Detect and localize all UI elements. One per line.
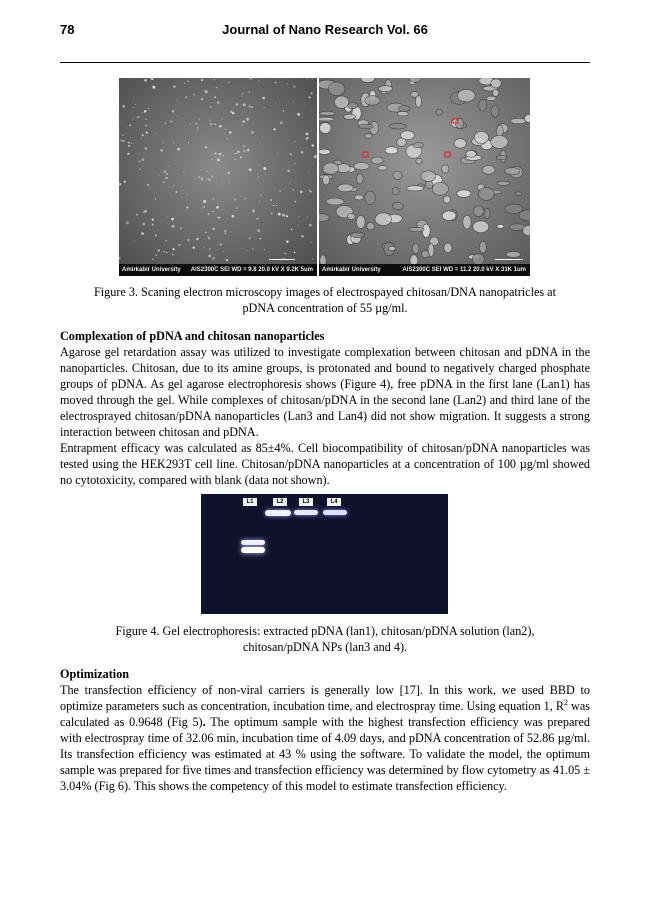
sem-info-bar-right xyxy=(319,264,530,276)
gel-band-lane4-well xyxy=(323,510,347,515)
page-header xyxy=(60,22,590,44)
sem-label-right: Amirkabir University xyxy=(322,267,381,273)
opt-text-a: The transfection efficiency of non-viral carriers is generally low [17]. In this work, we used BBD to optimize parameters such as concentration, incubation time, and electrospray time. Using equation 1, R xyxy=(60,683,590,713)
scale-bar-left xyxy=(269,259,295,260)
paragraph-complexation: Agarose gel retardation assay was utilized to investigate complexation between chitosan and pDNA in the nanoparticles. Chitosan, due to its amine groups, is protonated and bound to negatively charged phosphate groups of pDNA. As gel agarose electrophoresis shows (Figure 4), free pDNA in the first lane (Lan1) has moved through the gel. While complexes of chitosan/pDNA in the second lane (Lan2) and third lane of the electrosprayed chitosan/pDNA nanoparticles (Lan3 and Lan4) did not show migration. It suggests a strong interaction between chitosan and pDNA. xyxy=(60,345,590,439)
lane-label-1: L1 xyxy=(243,498,257,506)
gel-band-lane1-upper xyxy=(241,540,265,545)
figure4-caption-line2: chitosan/pDNA NPs (lan3 and 4). xyxy=(242,640,408,654)
sem-micrograph-left xyxy=(119,78,317,276)
figure3-caption xyxy=(60,284,590,316)
lane-label-4: L4 xyxy=(327,498,341,506)
section-heading-optimization: Optimization xyxy=(60,667,130,681)
figure4-caption xyxy=(60,623,590,655)
sem-label-left: Amirkabir University xyxy=(122,267,181,273)
opt-text-b: was calculated as 0.9648 (Fig 5) xyxy=(60,699,590,729)
section-heading-complexation: Complexation of pDNA and chitosan nanoparticles xyxy=(60,329,325,343)
lane-label-3: L3 xyxy=(299,498,313,506)
sem-info-bar-left xyxy=(119,264,317,276)
gel-band-lane1-lower xyxy=(241,547,265,553)
scale-bar-right xyxy=(495,259,523,260)
figure3-caption-line1: Figure 3. Scaning electron microscopy images of electrospayed chitosan/DNA nanopatricles at xyxy=(94,285,556,299)
figure3-sem-images xyxy=(119,78,530,276)
sem-params-left: AIS2300C SEI WD = 9.8 20.0 kV X 9.2K 5um xyxy=(190,267,313,273)
figure4-gel-image xyxy=(201,494,448,614)
figure3-caption-line2: pDNA concentration of 55 µg/ml. xyxy=(242,301,408,315)
section-complexation xyxy=(60,328,590,488)
gel-band-lane2-well xyxy=(265,510,291,516)
header-rule xyxy=(60,62,590,63)
sem-image-left xyxy=(119,78,317,276)
opt-bold-dot: . xyxy=(202,715,206,729)
sem-params-right: AIS2300C SEI WD = 11.2 20.0 kV X 31K 1um xyxy=(402,267,526,273)
paragraph-entrapment: Entrapment efficacy was calculated as 85±4%. Cell biocompatibility of chitosan/pDNA nanoparticles was tested using the HEK293T cell line. Chitosan/pDNA nanoparticles at a concentration of 100 µg/ml showed no cytotoxicity, compared with blank (data not shown). xyxy=(60,441,590,487)
section-optimization xyxy=(60,666,590,794)
sem-micrograph-right xyxy=(319,78,530,276)
paragraph-optimization xyxy=(60,682,590,794)
lane-label-2: L2 xyxy=(273,498,287,506)
opt-text-c: The optimum sample with the highest transfection efficiency was prepared with electrospray time of 32.06 min, incubation time of 4.09 days, and pDNA concentration of 52.86 µg/ml. Its transfection efficiency was estimated at 43 % using the software. To validate the model, the optimum sample was prepared for five times and transfection efficiency was determined by flow cytometry as 41.05 ± 3.04% (Fig 6). This shows the competency of this model to estimate transfection efficiency. xyxy=(60,715,591,793)
gel-band-lane3-well xyxy=(294,510,318,515)
sem-image-right xyxy=(319,78,530,276)
journal-title: Journal of Nano Research Vol. 66 xyxy=(222,22,428,37)
opt-superscript: 2 xyxy=(563,697,568,707)
figure4-caption-line1: Figure 4. Gel electrophoresis: extracted pDNA (lan1), chitosan/pDNA solution (lan2), xyxy=(115,624,535,638)
page-number: 78 xyxy=(60,22,75,37)
